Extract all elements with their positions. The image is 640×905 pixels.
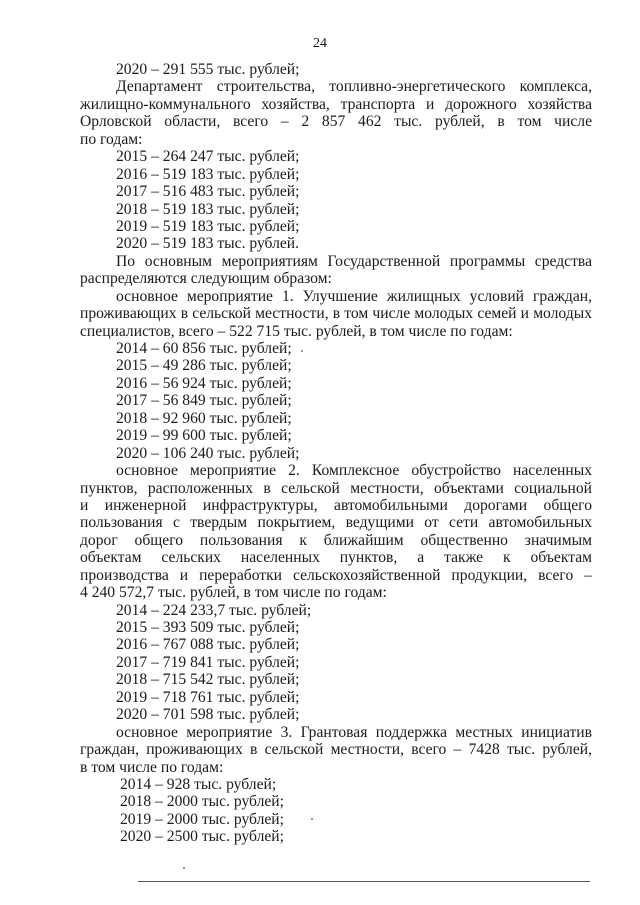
text-line: 2015 – 264 247 тыс. рублей; [116,148,300,166]
text-line: 2014 – 60 856 тыс. рублей; [116,340,292,357]
text-line: 2019 – 99 600 тыс. рублей; [116,427,292,445]
text-line: объектам сельских населенных пунктов, а также к объектам [80,549,592,567]
text-line: 2014 – 928 тыс. рублей; [120,775,277,793]
page-number: 24 [313,36,327,51]
text-line: основное мероприятие 1. Улучшение жилищных условий граждан, [116,287,592,305]
text-line: 2016 – 56 924 тыс. рублей; [116,374,292,392]
text-line: граждан, проживающих в сельской местности, всего – 7428 тыс. рублей, [80,741,592,759]
text-line: 2020 – 106 240 тыс. рублей; [116,444,300,462]
text-line: 2020 – 701 598 тыс. рублей; [116,706,300,724]
text-line: 2015 – 49 286 тыс. рублей; [116,357,292,375]
text-line: 2018 – 92 960 тыс. рублей; [116,409,292,427]
text-line: Орловской области, всего – 2 857 462 тыс. рублей, в том числе [80,113,592,131]
text-line: по годам: [80,130,143,148]
scan-speck [183,867,185,869]
text-line: 2018 – 715 542 тыс. рублей; [116,671,300,689]
text-line: 2015 – 393 509 тыс. рублей; [116,619,300,636]
text-line: 2017 – 516 483 тыс. рублей; [116,183,300,201]
text-line: По основным мероприятиям Государственной программы средства [116,252,592,270]
text-line: 2014 – 224 233,7 тыс. рублей; [116,601,312,619]
text-line: Департамент строительства, топливно-энергетического комплекса, [116,78,592,96]
text-line: жилищно-коммунального хозяйства, транспорта и дорожного хозяйства [80,95,592,113]
document-body [80,61,592,846]
text-line: 2017 – 719 841 тыс. рублей; [116,653,300,671]
text-line: 2018 – 2000 тыс. рублей; [120,793,284,811]
text-line: пунктов, расположенных в сельской местности, объектами социальной [80,479,592,497]
text-line: основное мероприятие 3. Грантовая поддержка местных инициатив [116,723,592,741]
footer-rule [138,881,590,882]
scan-speck [301,350,303,352]
text-line: специалистов, всего – 522 715 тыс. рублей, в том числе по годам: [80,322,513,340]
text-line: 2018 – 519 183 тыс. рублей; [116,200,300,218]
text-line: 2019 – 519 183 тыс. рублей; [116,217,300,235]
text-line: основное мероприятие 2. Комплексное обустройство населенных [116,462,592,480]
text-line: 2020 – 2500 тыс. рублей; [120,828,284,846]
text-line: 2017 – 56 849 тыс. рублей; [116,392,292,410]
text-line: дорог общего пользования к ближайшим общественно значимым [80,531,592,549]
text-line: 2020 – 519 183 тыс. рублей. [116,235,300,253]
text-line: в том числе по годам: [80,758,224,776]
text-line: и инженерной инфраструктуры, автомобильными дорогами общего [80,496,592,514]
text-line: 2020 – 291 555 тыс. рублей; [116,61,300,78]
text-line: производства и переработки сельскохозяйственной продукции, всего – [80,566,592,584]
text-line: 2016 – 767 088 тыс. рублей; [116,636,300,654]
text-line: 2016 – 519 183 тыс. рублей; [116,165,300,183]
scan-speck [311,818,313,820]
text-line: 2019 – 718 761 тыс. рублей; [116,688,300,706]
text-line: распределяются следующим образом: [80,270,332,288]
text-line: 4 240 572,7 тыс. рублей, в том числе по годам: [80,584,387,602]
text-line: проживающих в сельской местности, в том числе молодых семей и молодых [80,305,592,323]
text-line: пользования с твердым покрытием, ведущими от сети автомобильных [80,514,592,532]
text-line: 2019 – 2000 тыс. рублей; [120,810,284,828]
